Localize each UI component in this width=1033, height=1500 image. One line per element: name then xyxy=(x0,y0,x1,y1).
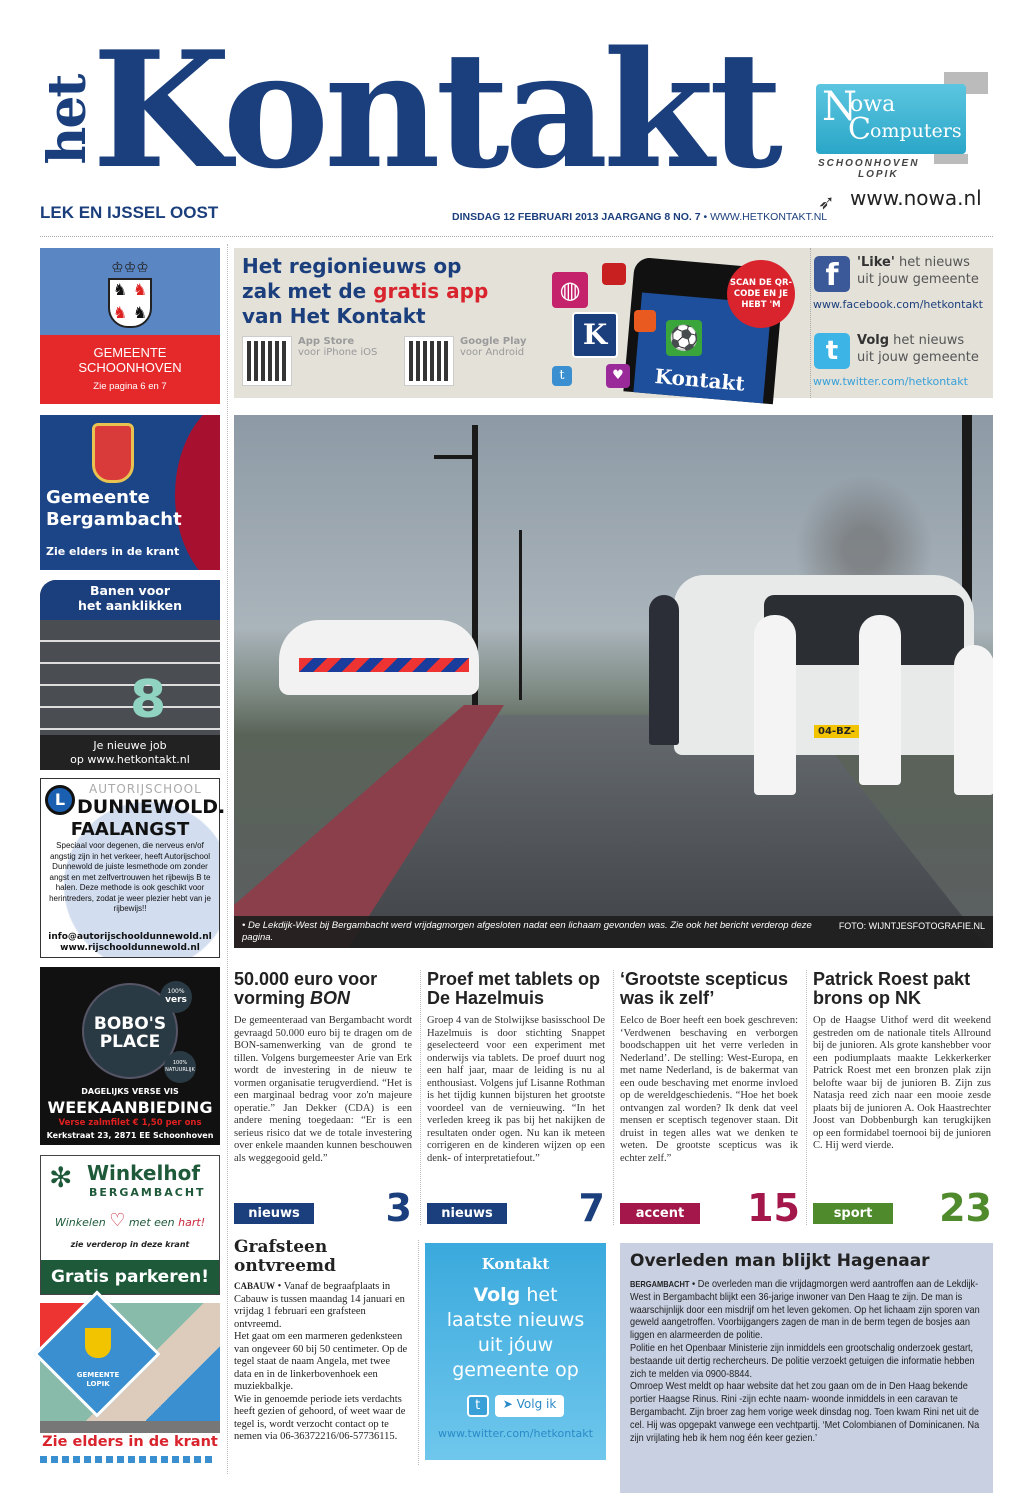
section-tag-accent[interactable]: accent xyxy=(620,1203,700,1224)
qr-code-ios[interactable] xyxy=(242,336,292,386)
article-dateline: BERGAMBACHT xyxy=(630,1279,690,1289)
bobo-name2: PLACE xyxy=(99,1032,161,1052)
lopik-ad[interactable] xyxy=(40,1303,220,1465)
calendar-icon xyxy=(634,310,656,332)
grafsteen-article[interactable] xyxy=(234,1238,410,1444)
fb-text1: het nieuws xyxy=(894,255,970,270)
bobo-address: Kerkstraat 23, 2871 EE Schoonhoven xyxy=(46,1131,214,1140)
nowa-square xyxy=(934,154,968,164)
article[interactable] xyxy=(813,970,991,1153)
winkelhof-slogan2: met een xyxy=(128,1216,175,1229)
article-title: Overleden man blijkt Hagenaar xyxy=(630,1251,930,1271)
section-tag-sport[interactable]: sport xyxy=(813,1203,893,1224)
store1-title: App Store xyxy=(298,336,355,347)
white-van xyxy=(674,575,974,755)
nowa-line2: omputers xyxy=(870,120,962,142)
tw-text1: het nieuws xyxy=(889,333,965,348)
masthead-het: het xyxy=(37,75,98,165)
winkelhof-name: Winkelhof xyxy=(87,1161,201,1185)
decorative-dots xyxy=(40,1456,212,1463)
page-number: 15 xyxy=(747,1186,800,1230)
utility-pole xyxy=(519,530,522,700)
body-p3: Wie in genoemde periode iets verdachts heeft gezien of gehoord, of weet waar de tegel is, wordt verzocht contact op te nemen via 06-36372216/06-57736115. xyxy=(234,1393,406,1442)
coat-of-arms-icon xyxy=(92,423,134,483)
article-body: Op de Haagse Uithof werd dit weekend gestreden om de nationale titels Allround bij de junioren. Als grote kanshebber voor een podiumplaats maakte Lekkerkerker Patrick Roest met een bronzen plak zijn belofte waar bij de junioren B. Zijn zus Natasja reed zich naar een mooie zesde plaats bij de junioren A. Ook Haastrechter Joost van Dobbenburgh kan terugkijken op een formidabel toernooi bij de junioren C. Hij werd vierde. xyxy=(813,1015,991,1151)
body-p3: Omroep West meldt op haar website dat het zou gaan om de in Den Haag bekende portier Haagse Rinus. Rini -zijn echte naam- woonde inmiddels in een caravan te Bergambacht. Zijn broer zag hem vorige week dinsdag nog. Toen kwam Rini net uit de cel. Hij was opgepakt vanwege een vechtpartij. ‘Met Colombianen of Dominicanen. Na zijn vrijlating heb ik hem nog één keer gezien.’ xyxy=(630,1381,980,1444)
winkelhof-note: zie verderop in deze krant xyxy=(70,1240,190,1249)
lopik-bar xyxy=(40,1421,220,1433)
edition-label: LEK EN IJSSEL OOST xyxy=(40,203,219,222)
qr-code-android[interactable] xyxy=(404,336,454,386)
lopik-foot: Zie elders in de krant xyxy=(42,1434,218,1450)
nowa-letter-c: C xyxy=(848,112,871,147)
column-divider xyxy=(420,970,421,1225)
article-title-em: BON xyxy=(310,988,351,1008)
scan-badge: SCAN DE QR-CODE EN JE HEBT 'M xyxy=(727,260,795,328)
nowa-loc1: SCHOONHOVEN xyxy=(818,158,920,169)
follow-button-label: Volg ik xyxy=(516,1397,557,1411)
article-body: Eelco de Boer heeft een boek geschreven: ‘Verdwenen beschaving en verborgen boodschappen uit het verre verleden in Nederland’. De stelling: West-Europa, en met name Nederland, is de bakermat van een oude beschaving met enorme invloed op de wereldgeschiedenis. “Hoe het boek ontvangen zal worden? Ik denk dat veel mensen er sceptisch tegenover staan. Dit druist in tegen alles wat we denken te weten. De grootste scepticus was ik echter zelf.” xyxy=(620,1015,798,1164)
bergambacht-title2: Bergambacht xyxy=(46,509,182,530)
twitter-icon: t xyxy=(552,366,572,386)
dunnewold-email[interactable]: info@autorijschooldunnewold.nl xyxy=(48,932,212,942)
column-divider xyxy=(227,244,228,1474)
coat-of-arms-icon: ♞ ♞ ♞ ♞ xyxy=(108,278,152,328)
page-number: 7 xyxy=(578,1186,605,1230)
nowa-loc2: LOPIK xyxy=(858,169,899,180)
page-number: 3 xyxy=(385,1186,412,1230)
heart-icon: ♥ xyxy=(606,364,630,388)
article-body: De gemeenteraad van Bergambacht wordt gevraagd 50.000 euro bij te dragen om de BON-samenwerking van de grond te tillen. Volgens burgemeester Arie van Erk wordt de investering in de nieuw te vormen organisatie terugverdiend. “Het is een marginaal bedrag voor zo'n majeure operatie.” Jan Dekker (CDA) is een andere mening toegedaan: “Er is een serieus risico dat we de totale investering over enkele maanden kunnen beschouwen als weggegooid geld.” xyxy=(234,1015,412,1164)
banen-title2: het aanklikken xyxy=(77,598,183,613)
schoonhoven-title1: GEMEENTE xyxy=(93,345,167,360)
overleden-article[interactable] xyxy=(620,1243,993,1493)
twitter-follow-ad[interactable] xyxy=(425,1243,606,1460)
police-car xyxy=(279,620,479,695)
winkelhof-slogan3: hart! xyxy=(178,1216,206,1229)
schoonhoven-ad[interactable] xyxy=(40,335,220,404)
article[interactable] xyxy=(234,970,412,1165)
banen-foot1: Je nieuwe job xyxy=(93,739,167,752)
bobo-badge1: vers xyxy=(165,995,187,1005)
column-divider xyxy=(418,1240,419,1465)
tw-text2: uit jouw gemeente xyxy=(857,350,979,365)
store2-sub: voor Android xyxy=(460,347,525,358)
track-number: 8 xyxy=(130,670,167,730)
banen-title1: Banen voor xyxy=(89,583,171,598)
dateline-sep: • xyxy=(275,1281,284,1292)
dunnewold-body: Speciaal voor degenen, die nerveus en/of angstig zijn in het verkeer, heeft Autorijschool Dunnewold de juiste lesmethode om zonder angst en met zelfvertrouwen het rijbewijs B te halen. Deze methode is ook geschikt voor herintreders, zodat je weer plezier hebt van je rijbewijs!! xyxy=(49,841,211,913)
nowa-letter-n: N xyxy=(822,84,857,130)
photos-icon xyxy=(602,263,626,285)
twitter-icon[interactable]: t xyxy=(814,333,850,369)
dunnewold-ad[interactable] xyxy=(40,778,226,958)
twad-l4: gemeente op xyxy=(452,1359,579,1381)
bobo-badge2: NATUURLIJK xyxy=(165,1067,195,1073)
dateline-sep: • xyxy=(689,1279,698,1290)
article-dateline: CABAUW xyxy=(234,1281,276,1291)
body-p1: Vanaf de begraafplaats in Cabauw is tussen maandag 14 januari en vrijdag 1 februari een grafsteen ontvreemd. xyxy=(234,1281,405,1330)
dateline xyxy=(452,211,827,223)
football-icon: ⚽ xyxy=(666,320,702,356)
winkelhof-ad[interactable] xyxy=(40,1155,220,1295)
fb-like: 'Like' xyxy=(857,255,895,270)
fb-text2: uit jouw gemeente xyxy=(857,272,979,287)
nowa-ad[interactable] xyxy=(816,72,988,164)
dateline-url[interactable]: WWW.HETKONTAKT.NL xyxy=(710,211,828,223)
twad-brand: Kontakt xyxy=(481,1255,550,1273)
twad-url[interactable]: www.twitter.com/hetkontakt xyxy=(438,1427,593,1440)
twad-l3: uit jóuw xyxy=(477,1334,554,1356)
dunnewold-head: FAALANGST xyxy=(70,819,190,840)
banen-foot2: op www.hetkontakt.nl xyxy=(70,753,190,766)
dunnewold-top: AUTORIJSCHOOL xyxy=(89,782,202,796)
app-head2a: zak met de xyxy=(242,279,374,303)
winkelhof-slogan1: Winkelen xyxy=(54,1216,106,1229)
tw-volg: Volg xyxy=(857,333,890,348)
body-p1: De overleden man die vrijdagmorgen werd aantroffen aan de Lekdijk-West in Bergambacht blijkt een 36-jarige inwoner van Den Haag te zijn. De man is waarschijnlijk door een misdrijf om het leven gekomen. Op het lichaam zijn sporen van geweld aangetroffen. Voorbijgangers zagen de man in de berm tegen de bosjes aan liggen en alarmeerden de politie. xyxy=(630,1279,980,1342)
police-officer xyxy=(649,595,679,745)
dunnewold-name: DUNNEWOLD. xyxy=(77,796,226,818)
banen-ad[interactable] xyxy=(40,580,220,770)
divider xyxy=(40,236,993,237)
schoonhoven-ad-crest[interactable] xyxy=(40,248,220,335)
dateline-sep: • xyxy=(703,211,708,223)
bergambacht-sub: Zie elders in de krant xyxy=(46,545,180,558)
lopik-badge1: GEMEENTE xyxy=(76,1371,120,1379)
bobo-ad[interactable] xyxy=(40,967,220,1145)
article-body xyxy=(234,1280,410,1444)
dateline-date: DINSDAG 12 FEBRUARI 2013 JAARGANG 8 NO. 7 xyxy=(452,211,701,223)
dunnewold-logo-icon: L xyxy=(45,785,75,815)
fb-text xyxy=(857,254,979,288)
article[interactable] xyxy=(620,970,798,1165)
cursor-icon: ➶ xyxy=(818,190,835,214)
section-tag-nieuws[interactable]: nieuws xyxy=(427,1203,507,1224)
body-p2: Politie en het Openbaar Ministerie zijn inmiddels een grootschalig onderzoek gestart, bestaande uit dertig rechercheurs. De politie verzoekt getuigen die informatie hebben zich te melden via 0900-8844. xyxy=(630,1342,975,1380)
phone-brand: Kontakt xyxy=(653,363,746,396)
twad-volg: Volg xyxy=(473,1284,521,1306)
column-divider xyxy=(613,970,614,1225)
bergambacht-ad[interactable] xyxy=(40,415,220,570)
decorative-arc xyxy=(175,415,220,570)
section-tag-nieuws[interactable]: nieuws xyxy=(234,1203,314,1224)
bobo-badge1-pct: 100% xyxy=(167,988,185,995)
app-store-label[interactable] xyxy=(298,336,377,358)
article-title: Grafsteen ontvreemd xyxy=(234,1237,336,1276)
crown-icon: ♔♔♔ xyxy=(111,260,149,276)
winkelhof-logo-icon: ✻ xyxy=(49,1161,73,1194)
article-title: 50.000 euro voor vorming xyxy=(234,969,378,1008)
masthead-title: Kontakt xyxy=(92,16,778,204)
app-banner[interactable] xyxy=(234,248,993,398)
facebook-link[interactable]: www.facebook.com/hetkontakt xyxy=(813,298,983,311)
article-body xyxy=(630,1278,983,1445)
app-headline xyxy=(242,254,488,329)
store2-title: Google Play xyxy=(460,336,527,347)
nowa-line1: owa xyxy=(850,92,896,117)
nowa-url[interactable]: www.nowa.nl xyxy=(850,186,982,210)
article-title: Patrick Roest pakt brons op NK xyxy=(813,969,971,1008)
tw-text xyxy=(857,332,979,366)
lead-photo xyxy=(234,415,993,948)
photo-caption xyxy=(234,916,993,948)
article-title: Proef met tablets op De Hazelmuis xyxy=(427,969,601,1008)
bobo-line1: DAGELIJKS VERSE VIS xyxy=(81,1087,179,1096)
heart-icon: ♡ xyxy=(109,1210,126,1231)
dunnewold-web[interactable]: www.rijschooldunnewold.nl xyxy=(60,943,200,953)
schoonhoven-title2: SCHOONHOVEN xyxy=(78,360,182,375)
body-p2: Het gaat om een marmeren gedenksteen van ongeveer 60 bij 50 centimeter. Op de tegel staat de naam Angela, met twee data en in de linkerbovenhoek een muziekbalkje. xyxy=(234,1331,408,1392)
facebook-icon[interactable]: f xyxy=(814,256,850,292)
store1-sub: voor iPhone iOS xyxy=(298,347,378,358)
bergambacht-title1: Gemeente xyxy=(46,487,150,508)
page-number: 23 xyxy=(939,1186,992,1230)
article-title: ‘Grootste scepticus was ik zelf’ xyxy=(620,969,789,1008)
forensic-officer xyxy=(754,615,796,795)
app-head3: van Het Kontakt xyxy=(242,304,426,328)
bobo-offer: Verse zalmfilet € 1,50 per ons xyxy=(58,1118,202,1128)
track-image xyxy=(40,620,220,735)
follow-button[interactable] xyxy=(495,1395,565,1417)
schoonhoven-sub: Zie pagina 6 en 7 xyxy=(93,381,167,392)
bird-icon: ➤ xyxy=(502,1397,513,1411)
winkelhof-foot: Gratis parkeren! xyxy=(41,1260,219,1294)
twad-l2: laatste nieuws xyxy=(446,1309,585,1331)
lopik-badge2: LOPIK xyxy=(86,1380,110,1388)
twad-het: het xyxy=(520,1284,558,1306)
forensic-officer xyxy=(859,615,901,785)
app-head2b: gratis app xyxy=(373,279,489,303)
globe-icon: ◍ xyxy=(552,272,588,308)
license-plate: 04-BZ- xyxy=(814,725,859,738)
social-links xyxy=(810,248,993,398)
twitter-link[interactable]: www.twitter.com/hetkontakt xyxy=(813,375,968,388)
article[interactable] xyxy=(427,970,605,1165)
het-kontakt-app-icon: K xyxy=(572,312,618,358)
bobo-head: WEEKAANBIEDING xyxy=(47,1098,213,1117)
photo-credit: FOTO: WIJNTJESFOTOGRAFIE.NL xyxy=(838,921,985,931)
forensic-officer xyxy=(954,645,993,795)
nowa-locations xyxy=(818,158,919,180)
twitter-icon: t xyxy=(467,1395,489,1417)
app-head1: Het regionieuws op xyxy=(242,254,462,278)
column-divider xyxy=(806,970,807,1225)
bobo-name1: BOBO'S xyxy=(93,1014,167,1034)
google-play-label[interactable] xyxy=(460,336,527,358)
caption-text: • De Lekdijk-West bij Bergambacht werd vrijdagmorgen afgesloten nadat een lichaam gevonden was. Zie ook het bericht verderop deze pagina. xyxy=(242,920,812,943)
article-body: Groep 4 van de Stolwijkse basisschool De Hazelmuis is door stichting Snappet geselecteerd voor een experiment met onderwijs via tablets. De proef duurt nog een half jaar, maar de leiding is nu al enthousiast. Volgens juf Lisanne Rothman is het tijdig kunnen bijsturen het grootste voordeel van de vernieuwing. “In het verleden kreeg ik pas bij het nakijken de resultaten onder ogen. Nu kan ik meteen corrigeren en de kinderen wijzen op een denk- of interpretatiefout.” xyxy=(427,1015,605,1164)
bobo-badge2-pct: 100% xyxy=(172,1060,188,1066)
coat-of-arms-icon xyxy=(85,1328,111,1358)
lamp-arm xyxy=(434,455,474,459)
winkelhof-place: BERGAMBACHT xyxy=(89,1186,206,1199)
